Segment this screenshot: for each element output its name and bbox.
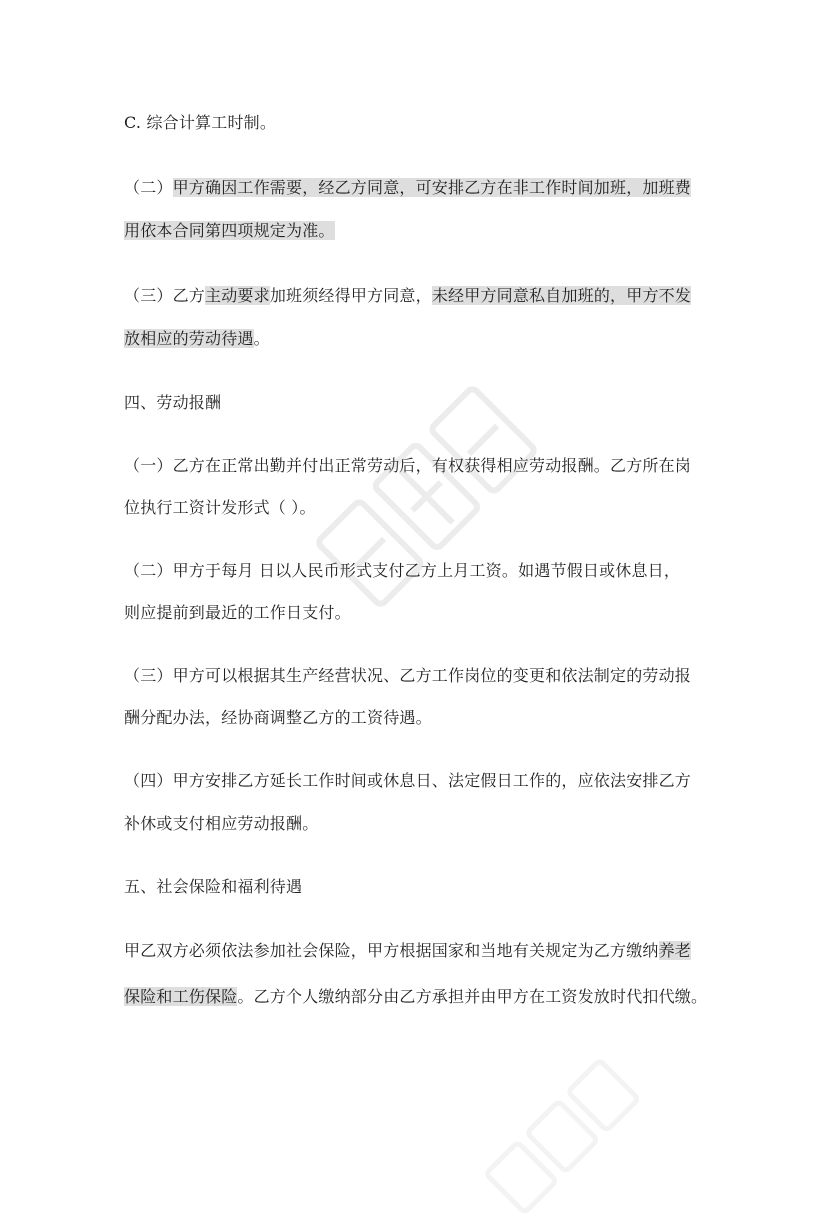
paragraph-line bbox=[124, 451, 691, 481]
text-segment: 补休或支付相应劳动报酬。 bbox=[124, 814, 319, 833]
paragraph-line bbox=[124, 493, 316, 523]
paragraph-line bbox=[124, 173, 691, 203]
paragraph-line bbox=[124, 108, 276, 138]
text-segment: （二） bbox=[124, 178, 173, 197]
text-segment: 则应提前到最近的工作日支付。 bbox=[124, 603, 351, 622]
text-segment: 五、社会保险和福利待遇 bbox=[124, 877, 303, 896]
highlighted-text-segment: 养老 bbox=[658, 941, 692, 960]
paragraph-line bbox=[124, 766, 691, 796]
highlighted-text-segment: 保险和工伤保险 bbox=[124, 987, 238, 1006]
watermark-logo-fragment bbox=[465, 1040, 656, 1230]
paragraph-line bbox=[124, 556, 680, 586]
text-segment: 酬分配办法，经协商调整乙方的工资待遇。 bbox=[124, 708, 432, 727]
text-segment: 四、劳动报酬 bbox=[124, 393, 222, 412]
text-segment: 位执行工资计发形式（ ）。 bbox=[124, 498, 316, 517]
highlighted-text-segment: 放相应的劳动待遇 bbox=[124, 329, 254, 348]
text-segment: 。 bbox=[253, 329, 270, 348]
paragraph-line bbox=[124, 982, 707, 1012]
paragraph-line bbox=[124, 324, 270, 354]
text-segment: 加班须经得甲方同意， bbox=[269, 286, 432, 305]
text-segment: （一）乙方在正常出勤并付出正常劳动后，有权获得相应劳动报酬。乙方所在岗 bbox=[124, 456, 692, 475]
text-segment: （三）甲方可以根据其生产经营状况、乙方工作岗位的变更和依法制定的劳动报 bbox=[124, 666, 692, 685]
paragraph-line bbox=[124, 598, 351, 628]
highlighted-text-segment: 用依本合同第四项规定为准。 bbox=[124, 221, 335, 240]
text-segment: （二）甲方于每月 日以人民币形式支付乙方上月工资。如遇节假日或休息日， bbox=[124, 561, 681, 580]
text-segment: 甲乙双方必须依法参加社会保险，甲方根据国家和当地有关规定为乙方缴纳 bbox=[124, 941, 659, 960]
section-heading bbox=[124, 388, 221, 418]
text-segment: 。乙方个人缴纳部分由乙方承担并由甲方在工资发放时代扣代缴。 bbox=[237, 987, 708, 1006]
paragraph-line bbox=[124, 661, 691, 691]
section-heading bbox=[124, 872, 302, 902]
highlighted-text-segment: 主动要求 bbox=[205, 286, 270, 305]
text-segment: （三）乙方 bbox=[124, 286, 206, 305]
paragraph-line bbox=[124, 703, 432, 733]
highlighted-text-segment: 未经甲方同意私自加班的，甲方不发 bbox=[431, 286, 692, 305]
text-segment: C. 综合计算工时制。 bbox=[124, 113, 277, 132]
paragraph-line bbox=[124, 809, 318, 839]
paragraph-line bbox=[124, 936, 691, 966]
text-segment: （四）甲方安排乙方延长工作时间或休息日、法定假日工作的，应依法安排乙方 bbox=[124, 771, 692, 790]
paragraph-line bbox=[124, 281, 691, 311]
watermark-icon bbox=[486, 1060, 639, 1213]
highlighted-text-segment: 甲方确因工作需要，经乙方同意，可安排乙方在非工作时间加班，加班费 bbox=[172, 178, 692, 197]
paragraph-line bbox=[124, 216, 335, 246]
